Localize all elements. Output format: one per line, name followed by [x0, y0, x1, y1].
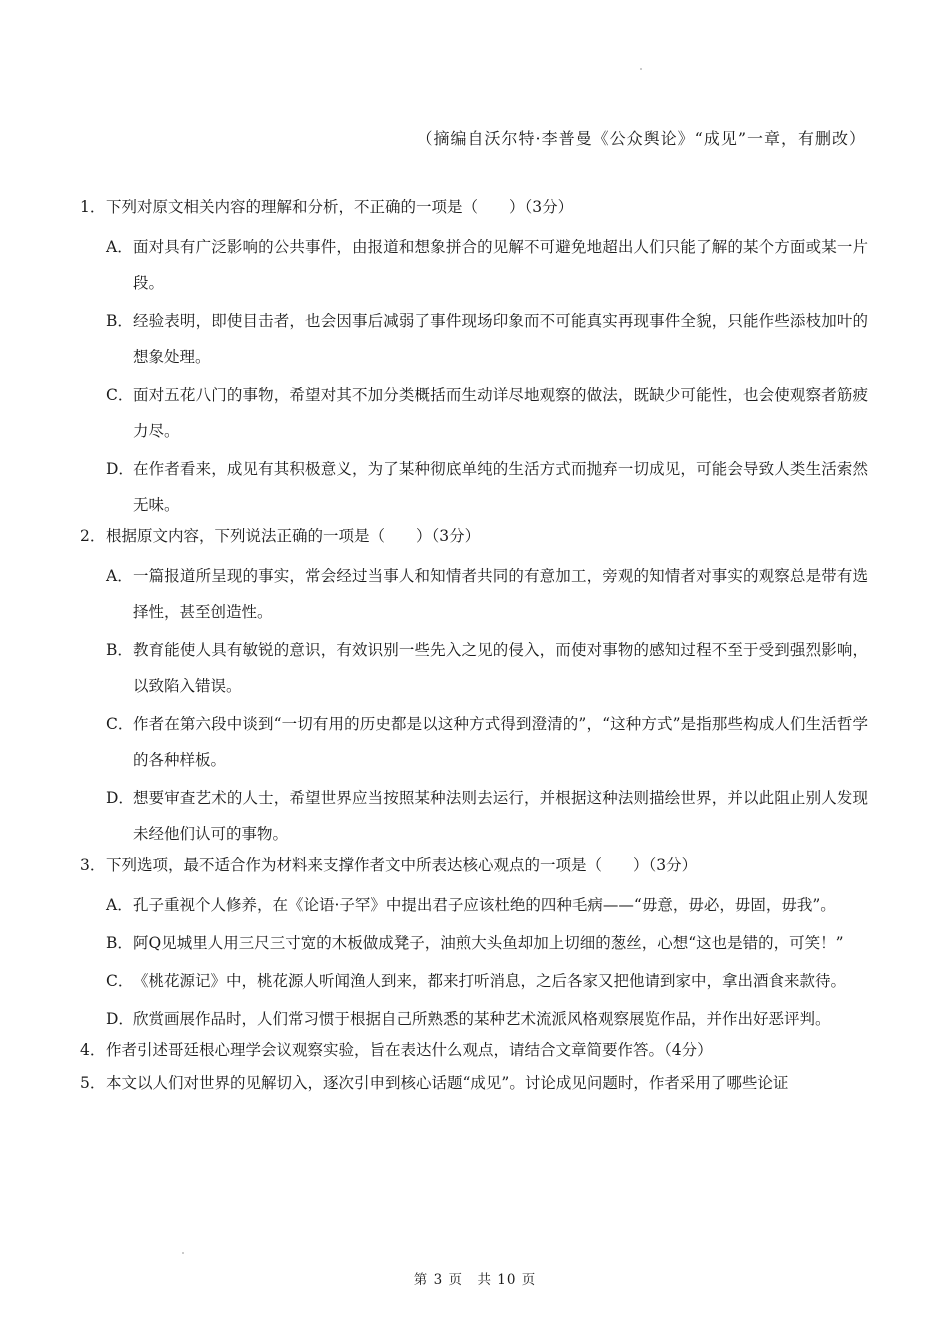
option-d[interactable] [106, 451, 868, 523]
option-text: 欣赏画展作品时，人们常习惯于根据自己所熟悉的某种艺术流派风格观察展览作品，并作出好恶评判。 [133, 1010, 831, 1028]
question-number: 4． [80, 1041, 106, 1059]
question-2 [80, 525, 868, 852]
option-c[interactable] [106, 963, 868, 999]
option-a[interactable] [106, 558, 868, 630]
question-text: 本文以人们对世界的见解切入，逐次引申到核心话题“成见”。讨论成见问题时，作者采用了哪些论证 [106, 1074, 789, 1092]
option-text: 在作者看来，成见有其积极意义，为了某种彻底单纯的生活方式而抛弃一切成见，可能会导致人类生活索然无味。 [133, 460, 868, 514]
option-d[interactable] [106, 780, 868, 852]
scan-speck-bottom [182, 1252, 184, 1254]
option-d[interactable] [106, 1001, 868, 1037]
option-text: 想要审查艺术的人士，希望世界应当按照某种法则去运行，并根据这种法则描绘世界，并以此阻止别人发现未经他们认可的事物。 [133, 789, 868, 843]
option-letter: D． [106, 789, 134, 807]
page-footer: 第 3 页 共 10 页 [413, 1272, 537, 1288]
question-1 [80, 196, 868, 523]
option-letter: C． [106, 715, 134, 733]
option-a[interactable] [106, 887, 868, 923]
option-text: 一篇报道所呈现的事实，常会经过当事人和知情者共同的有意加工，旁观的知情者对事实的观察总是带有选择性，甚至创造性。 [133, 567, 868, 621]
option-text: 面对五花八门的事物，希望对其不加分类概括而生动详尽地观察的做法，既缺少可能性，也会使观察者筋疲力尽。 [133, 386, 868, 440]
question-stem [80, 196, 868, 219]
question-stem [80, 525, 868, 548]
question-stem [80, 854, 868, 877]
option-letter: B． [106, 934, 133, 952]
option-letter: A． [106, 238, 133, 256]
question-number: 5． [80, 1074, 106, 1092]
option-text: 阿Q见城里人用三尺三寸宽的木板做成凳子，油煎大头鱼却加上切细的葱丝，心想“这也是错的，可笑！” [133, 934, 844, 952]
option-text: 孔子重视个人修养，在《论语·子罕》中提出君子应该杜绝的四种毛病——“毋意，毋必，毋固，毋我”。 [133, 896, 836, 914]
option-b[interactable] [106, 925, 868, 961]
question-text: 作者引述哥廷根心理学会议观察实验，旨在表达什么观点，请结合文章简要作答。（4分） [106, 1041, 713, 1059]
question-text: 下列对原文相关内容的理解和分析，不正确的一项是（ ）（3分） [106, 198, 574, 216]
option-c[interactable] [106, 706, 868, 778]
question-stem [80, 1072, 868, 1095]
option-text: 《桃花源记》中，桃花源人听闻渔人到来，都来打听消息，之后各家又把他请到家中，拿出酒食来款待。 [133, 972, 847, 990]
option-letter: B． [106, 641, 133, 659]
option-letter: D． [106, 460, 134, 478]
option-letter: D． [106, 1010, 134, 1028]
question-text: 根据原文内容，下列说法正确的一项是（ ）（3分） [106, 527, 481, 545]
option-letter: C． [106, 972, 134, 990]
option-c[interactable] [106, 377, 868, 449]
option-b[interactable] [106, 303, 868, 375]
question-number: 3． [80, 856, 106, 874]
option-text: 面对具有广泛影响的公共事件，由报道和想象拼合的见解不可避免地超出人们只能了解的某个方面或某一片段。 [133, 238, 868, 292]
source-citation: （摘编自沃尔特·李普曼《公众舆论》“成见”一章，有删改） [416, 129, 866, 148]
option-text: 教育能使人具有敏锐的意识，有效识别一些先入之见的侵入，而使对事物的感知过程不至于受到强烈影响，以致陷入错误。 [133, 641, 868, 695]
question-number: 2． [80, 527, 106, 545]
question-text: 下列选项，最不适合作为材料来支撑作者文中所表达核心观点的一项是（ ）（3分） [106, 856, 698, 874]
option-letter: B． [106, 312, 133, 330]
option-letter: C． [106, 386, 134, 404]
question-stem [80, 1039, 868, 1062]
question-number: 1． [80, 198, 106, 216]
option-b[interactable] [106, 632, 868, 704]
question-4 [80, 1039, 868, 1062]
option-letter: A． [106, 896, 133, 914]
option-letter: A． [106, 567, 133, 585]
scan-speck-top [640, 68, 642, 70]
option-text: 经验表明，即使目击者，也会因事后减弱了事件现场印象而不可能真实再现事件全貌，只能作些添枝加叶的想象处理。 [133, 312, 868, 366]
question-list [80, 196, 868, 1107]
question-3 [80, 854, 868, 1037]
option-a[interactable] [106, 229, 868, 301]
option-text: 作者在第六段中谈到“一切有用的历史都是以这种方式得到澄清的”，“这种方式”是指那些构成人们生活哲学的各种样板。 [133, 715, 868, 769]
question-5 [80, 1072, 868, 1095]
